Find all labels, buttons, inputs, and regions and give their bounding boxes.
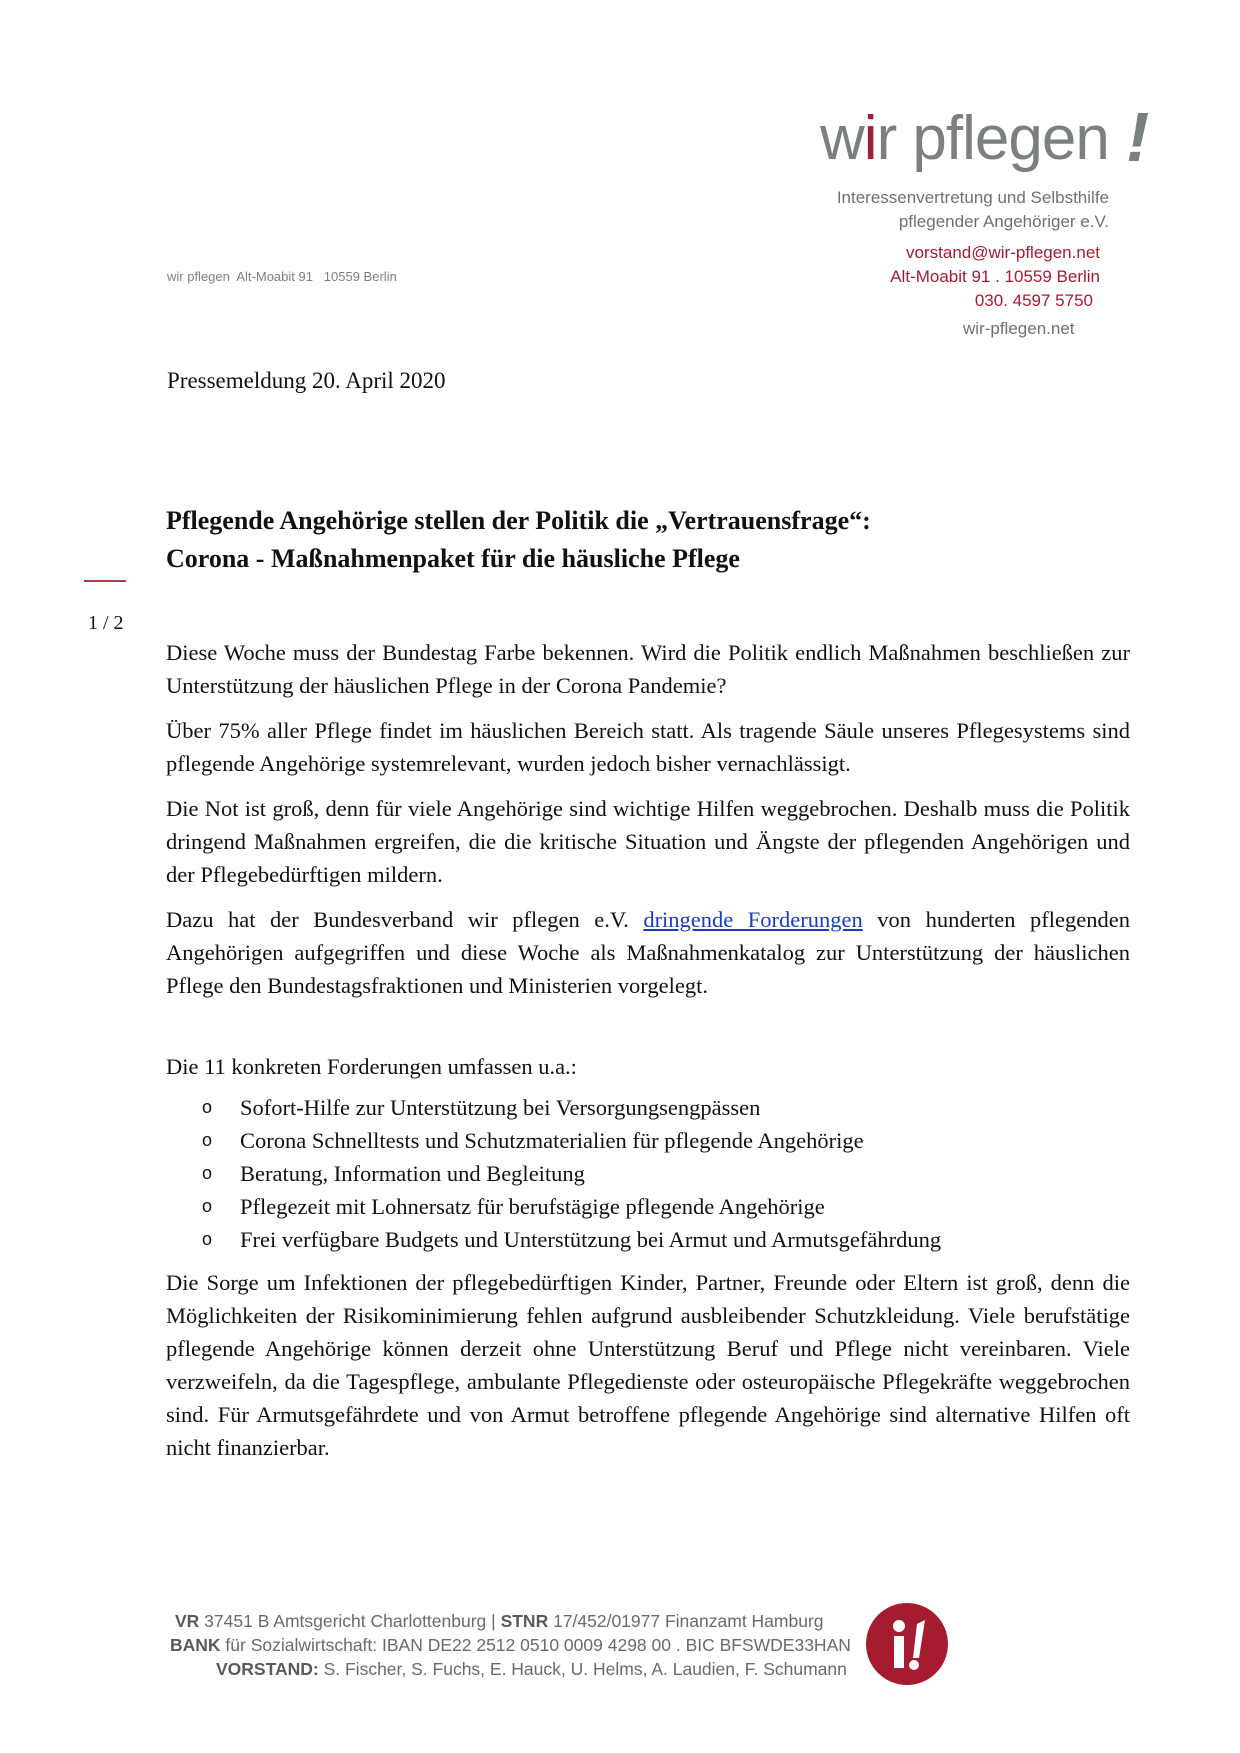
tagline-line-2: pflegender Angehöriger e.V. [898,212,1109,231]
list-item-text: Beratung, Information und Begleitung [240,1161,585,1186]
footer-line-registry [175,1609,851,1633]
list-item [166,1223,1130,1256]
demands-intro: Die 11 konkreten Forderungen umfassen u.a.: [166,1054,577,1079]
document-body [166,636,1130,1476]
fold-mark-divider [84,580,126,582]
footer-line-board [216,1657,851,1681]
organization-tagline [837,186,1109,234]
sender-address-line: wir pflegen Alt-Moabit 91 10559 Berlin [167,269,397,284]
press-release-date: Pressemeldung 20. April 2020 [167,368,446,393]
list-item-text: Frei verfügbare Budgets und Unterstützung bei Armut und Armutsgefährdung [240,1227,942,1252]
vorstand-label: VORSTAND: [216,1659,319,1679]
paragraph-2: Über 75% aller Pflege findet im häuslichen Bereich statt. Als tragende Säule unseres Pflegesystems sind pflegende Angehörige systemrelevant, wurden jedoch bisher vernachlässigt. [166,718,1130,776]
website-link[interactable]: wir-pflegen.net [963,319,1075,338]
list-item-text: Pflegezeit mit Lohnersatz für berufstägige pflegende Angehörige [240,1194,825,1219]
footer-line-bank [170,1633,851,1657]
demands-list [166,1091,1130,1256]
bank-label: BANK [170,1635,221,1655]
stnr-text: 17/452/01977 Finanzamt Hamburg [548,1611,824,1631]
vr-text: 37451 B Amtsgericht Charlottenburg | [199,1611,501,1631]
paragraph-1: Diese Woche muss der Bundestag Farbe bekennen. Wird die Politik endlich Maßnahmen beschließen zur Unterstützung der häuslichen Pflege in der Corona Pandemie? [166,640,1130,698]
logo-wordmark [820,98,1160,176]
logo-text-w: w [820,104,864,173]
vr-label: VR [175,1611,200,1631]
paragraph-4-text-after: von hunderten pflegenden Angehörigen aufgegriffen und diese Woche als Maßnahmenkatalog zur Unterstützung der häuslichen Pflege den Bundestagsfraktionen und Ministerien vorgelegt. [166,907,1130,998]
bullet-circle-icon: o [202,1130,213,1150]
paragraph-4-text-before: Dazu hat der Bundesverband wir pflegen e.V. [166,907,644,932]
bullet-circle-icon: o [202,1163,213,1183]
list-item [166,1157,1130,1190]
list-item-text: Sofort-Hilfe zur Unterstützung bei Versorgungsengpässen [240,1095,761,1120]
bullet-circle-icon: o [202,1196,213,1216]
title-line-1: Pflegende Angehörige stellen der Politik die „Vertrauensfrage“: [166,506,871,535]
contact-phone: 030. 4597 5750 [974,291,1093,310]
vorstand-text: S. Fischer, S. Fuchs, E. Hauck, U. Helms, A. Laudien, F. Schumann [318,1659,847,1679]
bullet-circle-icon: o [202,1097,213,1117]
list-item [166,1124,1130,1157]
closing-paragraph: Die Sorge um Infektionen der pflegebedürftigen Kinder, Partner, Freunde oder Eltern ist groß, denn die Möglichkeiten der Risikominimierung fehlen aufgrund ausbleibender Schutzkleidung. Viele berufstätige pflegende Angehörige können derzeit ohne Unterstützung Beruf und Pflege nicht vereinbaren. Viele verzweifeln, da die Tagespflege, ambulante Pflegedienste oder osteuropäische Pflegekräfte weggebrochen sind. Für Armutsgefährdete und von Armut betroffene pflegende Angehörige sind alternative Hilfen oft nicht finanzierbar. [166,1270,1130,1460]
paragraph-3: Die Not ist groß, denn für viele Angehörige sind wichtige Hilfen weggebrochen. Deshalb muss die Politik dringend Maßnahmen ergreifen, die die kritische Situation und Ängste der pflegenden Angehörigen und der Pflegebedürftigen mildern. [166,796,1130,887]
contact-email[interactable]: vorstand@wir-pflegen.net [906,243,1100,262]
list-item [166,1091,1130,1124]
list-item-text: Corona Schnelltests und Schutzmaterialien für pflegende Angehörige [240,1128,864,1153]
logo-red-i: i [863,104,877,173]
bank-text: für Sozialwirtschaft: IBAN DE22 2512 0510 0009 4298 00 . BIC BFSWDE33HAN [220,1635,851,1655]
info-exclamation-logo-icon [865,1602,949,1686]
bullet-circle-icon: o [202,1229,213,1249]
page-title [166,502,871,578]
logo-exclamation-icon: ! [1126,98,1149,176]
wir-pflegen-logo [820,98,1160,176]
title-line-2: Corona - Maßnahmenpaket für die häusliche Pflege [166,544,740,573]
contact-address: Alt-Moabit 91 . 10559 Berlin [890,267,1100,286]
tagline-line-1: Interessenvertretung und Selbsthilfe [836,188,1109,207]
contact-block [890,241,1100,313]
demands-link[interactable]: dringende Forderungen [643,907,863,932]
logo-text-rest: r pflegen [876,104,1109,173]
paragraph-4 [166,903,1130,1002]
footer-legal-info [170,1609,851,1681]
stnr-label: STNR [500,1611,549,1631]
list-item [166,1190,1130,1223]
page-number: 1 / 2 [88,612,124,634]
